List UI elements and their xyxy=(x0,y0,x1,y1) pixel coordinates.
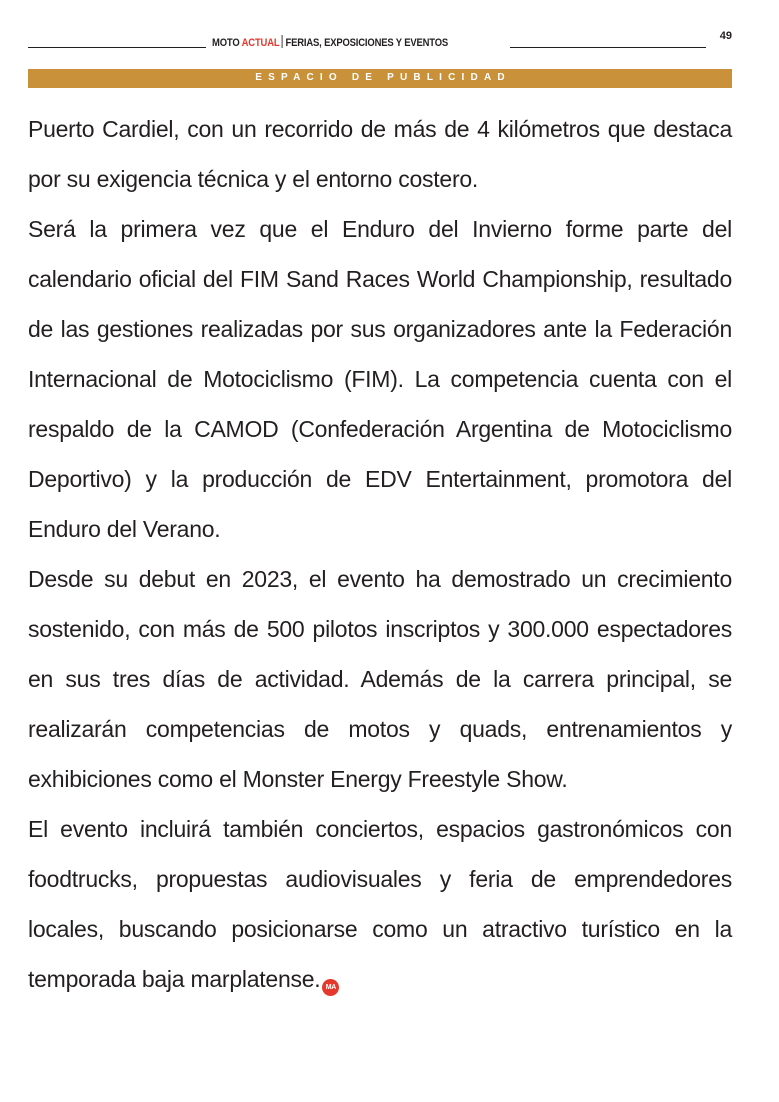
header-title xyxy=(212,35,448,49)
paragraph-4-text: El evento incluirá también conciertos, espacios gastronómicos con foodtrucks, propuestas audiovisuales y feria de emprendedores locales, buscando posicionarse como un atractivo turístico en la temporada baja marplatense. xyxy=(28,816,732,992)
paragraph-2: Será la primera vez que el Enduro del Invierno forme parte del calendario oficial del FIM Sand Races World Championship, resultado de las gestiones realizadas por sus organizadores ante la Federación Internacional de Motociclismo (FIM). La competencia cuenta con el respaldo de la CAMOD (Confederación Argentina de Motociclismo Deportivo) y la producción de EDV Entertainment, promotora del Enduro del Verano. xyxy=(28,216,732,542)
ad-banner-label: ESPACIO DE PUBLICIDAD xyxy=(255,72,511,83)
paragraph-1: Puerto Cardiel, con un recorrido de más de 4 kilómetros que destaca por su exigencia técnica y el entorno costero. xyxy=(28,116,732,192)
ad-banner[interactable] xyxy=(28,69,732,88)
brand-actual: ACTUAL xyxy=(241,37,280,49)
page-number: 49 xyxy=(719,30,732,42)
header-separator xyxy=(282,35,283,48)
page-header xyxy=(28,30,732,50)
paragraph-3: Desde su debut en 2023, el evento ha demostrado un crecimiento sostenido, con más de 500 pilotos inscriptos y 300.000 espectadores en sus tres días de actividad. Además de la carrera principal, se realizarán competencias de motos y quads, entrenamientos y exhibiciones como el Monster Energy Freestyle Show. xyxy=(28,566,732,792)
header-rule-left xyxy=(28,47,206,48)
paragraph-4 xyxy=(28,804,732,1004)
section-name: FERIAS, EXPOSICIONES Y EVENTOS xyxy=(285,37,449,49)
article-body xyxy=(28,104,732,1004)
header-rule-right xyxy=(510,47,706,48)
moto-actual-end-mark-icon: MA xyxy=(322,979,339,996)
brand-moto: MOTO xyxy=(212,37,240,49)
